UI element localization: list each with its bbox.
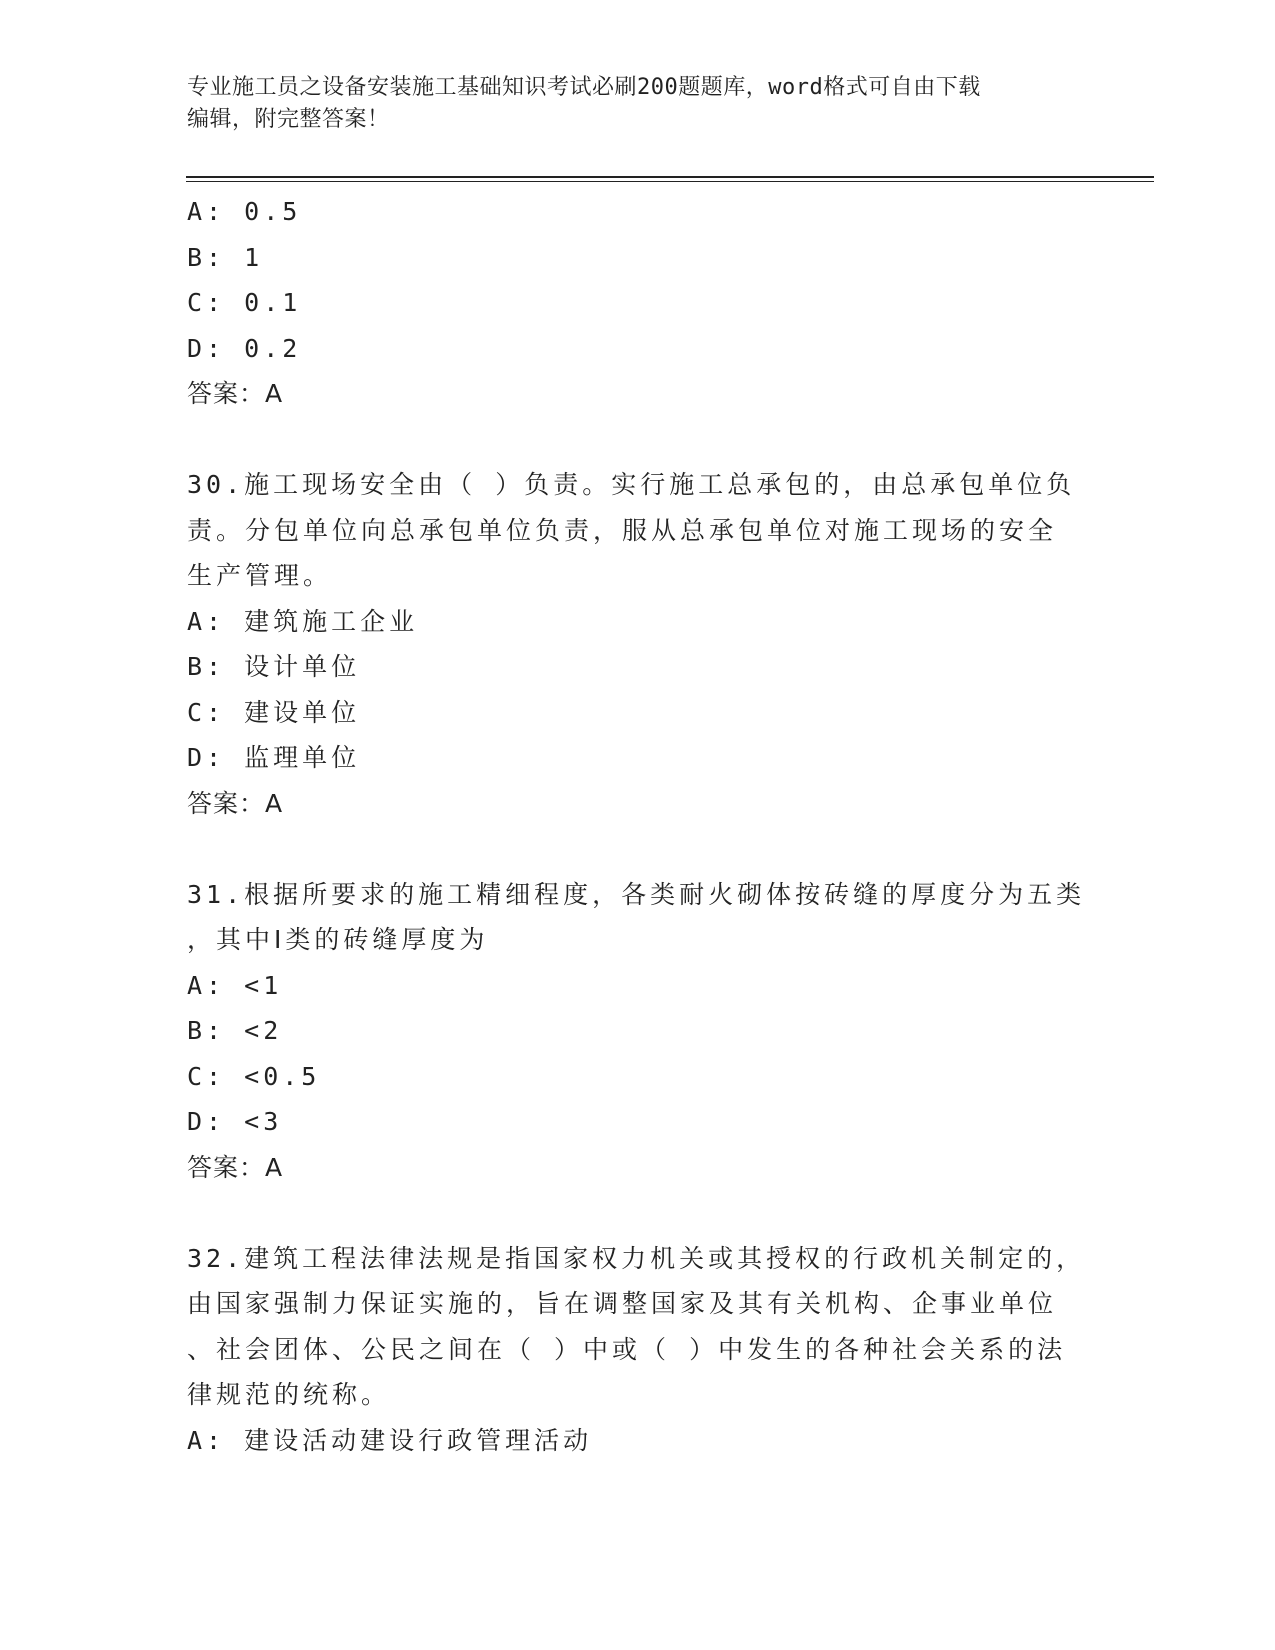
option-d: D: 监理单位 — [187, 743, 361, 772]
option-c: C: 建设单位 — [187, 697, 361, 727]
question-stem-line: 、社会团体、公民之间在（ ）中或（ ）中发生的各种社会关系的法 — [187, 1334, 1067, 1364]
question-stem-line: 32.建筑工程法律法规是指国家权力机关或其授权的行政机关制定的， — [187, 1243, 1086, 1273]
question-spacer — [187, 417, 1087, 463]
option-a: A: 建设活动建设行政管理活动 — [187, 1425, 593, 1455]
option-d: D: <3 — [187, 1107, 283, 1136]
option-a: A: <1 — [187, 970, 283, 1000]
header-divider-thin — [186, 181, 1154, 182]
question-stem-line: 31.根据所要求的施工精细程度，各类耐火砌体按砖缝的厚度分为五类 — [187, 879, 1086, 909]
question-30 — [187, 462, 1087, 826]
option-b: B: 1 — [187, 242, 264, 272]
question-spacer — [187, 826, 1087, 872]
header-divider-thick — [186, 176, 1154, 178]
question-stem-line: 律规范的统称。 — [187, 1380, 391, 1409]
question-stem-line: 30.施工现场安全由（ ）负责。实行施工总承包的，由总承包单位负 — [187, 470, 1076, 499]
question-stem-line: 由国家强制力保证实施的，旨在调整国家及其有关机构、企事业单位 — [187, 1289, 1058, 1318]
answer-label: 答案：A — [187, 1152, 284, 1182]
question-spacer — [187, 1190, 1087, 1236]
option-a: A: 0.5 — [187, 197, 302, 226]
header-title-line-2: 编辑，附完整答案！ — [187, 107, 390, 132]
option-c: C: <0.5 — [187, 1061, 321, 1091]
document-header — [187, 72, 1067, 136]
answer-label: 答案：A — [187, 788, 284, 818]
question-list — [187, 189, 1087, 1463]
question-29 — [187, 189, 1087, 417]
question-32 — [187, 1236, 1087, 1464]
answer-label: 答案：A — [187, 379, 284, 408]
header-title-line-1: 专业施工员之设备安装施工基础知识考试必刷200题题库，word格式可自由下载 — [187, 75, 981, 100]
option-b: B: <2 — [187, 1016, 283, 1045]
question-stem-line: ，其中Ⅰ类的砖缝厚度为 — [187, 925, 489, 954]
question-stem-line: 责。分包单位向总承包单位负责，服从总承包单位对施工现场的安全 — [187, 515, 1058, 545]
question-stem-line: 生产管理。 — [187, 561, 333, 590]
option-b: B: 设计单位 — [187, 652, 361, 681]
option-d: D: 0.2 — [187, 333, 302, 363]
option-a: A: 建筑施工企业 — [187, 606, 419, 636]
question-31 — [187, 872, 1087, 1191]
option-c: C: 0.1 — [187, 288, 302, 317]
